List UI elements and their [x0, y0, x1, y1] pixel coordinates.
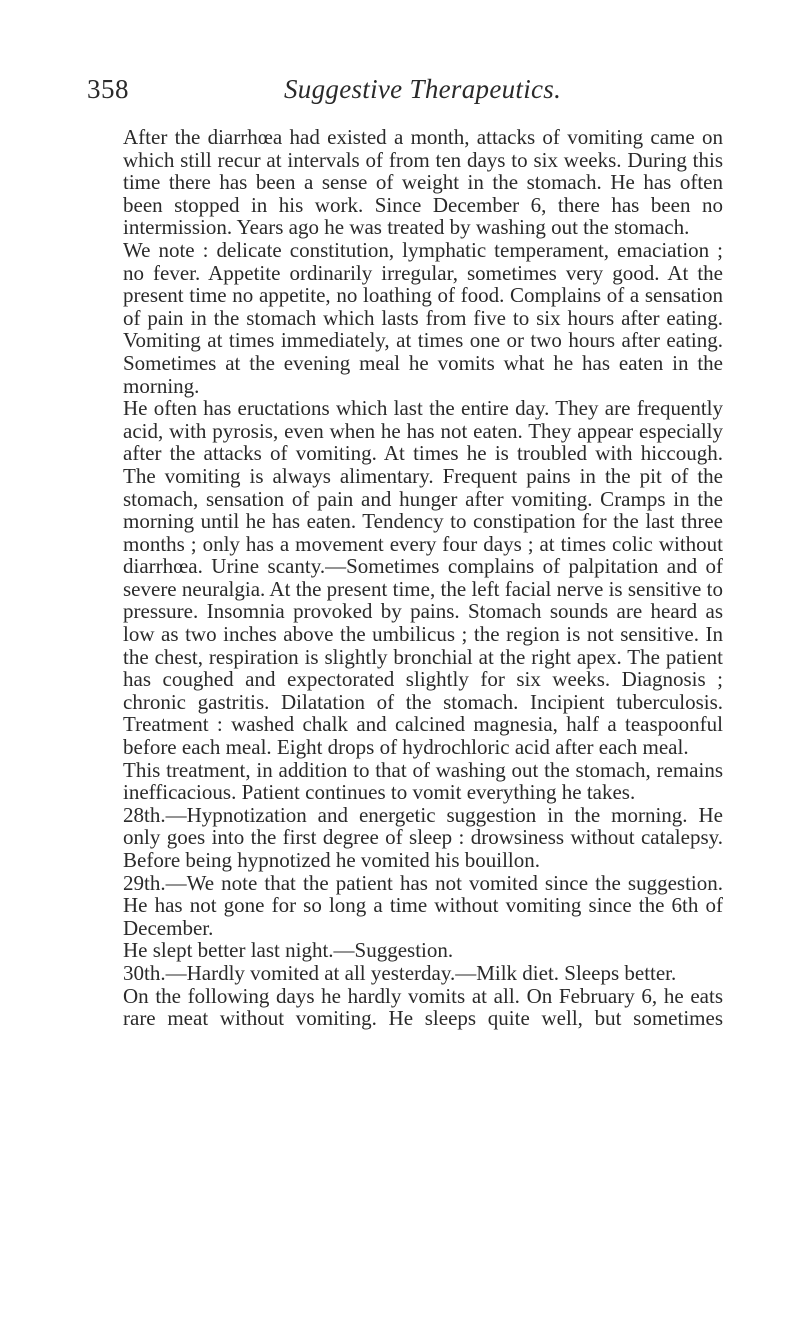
paragraph: We note : delicate constitution, lymphatic temperament, emaciation ; no fever. Appetite ordinarily irregular, sometimes very good. At the present time no appetite, no loathing of food. Complains of a sensation of pain in the stomach which lasts from five to six hours after eating. Vomiting at times immediately, at times one or two hours after eating. Sometimes at the evening meal he vomits what he has eaten in the morning. [123, 237, 723, 398]
paragraph: He often has eructations which last the entire day. They are frequently acid, with pyrosis, even when he has not eaten. They appear especially after the attacks of vomiting. At times he is troubled with hiccough. The vomiting is always alimentary. Frequent pains in the pit of the stomach, sensation of pain and hunger after vomiting. Cramps in the morning until he has eaten. Tendency to constipation for the last three months ; only has a movement every four days ; at times colic without diarrhœa. Urine scanty.—Sometimes complains of palpitation and of severe neuralgia. At the present time, the left facial nerve is sensitive to pressure. Insomnia provoked by pains. Stomach sounds are heard as low as two inches above the umbilicus ; the region is not sensitive. In the chest, respiration is slightly bronchial at the right apex. The patient has coughed and expectorated slightly for six weeks. Diagnosis ; chronic gastritis. Dilatation of the stomach. Incipient tuberculosis. Treatment : washed chalk and calcined magnesia, half a teaspoonful before each meal. Eight drops of hydrochloric acid after each meal. [123, 396, 723, 760]
paragraph: On the following days he hardly vomits at all. On February 6, he eats rare meat without vomiting. He sleeps quite well, but sometimes [123, 983, 723, 1031]
page-header [0, 74, 801, 114]
paragraph: He slept better last night.—Suggestion. [123, 938, 454, 963]
page-number: 358 [87, 74, 129, 104]
paragraph: This treatment, in addition to that of washing out the stomach, remains inefficacious. Patient continues to vomit everything he takes. [123, 757, 723, 805]
running-title: Suggestive Therapeutics. [284, 74, 562, 104]
paragraph: 30th.—Hardly vomited at all yesterday.—Milk diet. Sleeps better. [123, 960, 677, 985]
body-text [123, 126, 723, 1030]
paragraph: 28th.—Hypnotization and energetic suggestion in the morning. He only goes into the first degree of sleep : drowsiness without catalepsy. Before being hypnotized he vomited his bouillon. [123, 802, 723, 872]
paragraph: 29th.—We note that the patient has not vomited since the suggestion. He has not gone for so long a time without vomiting since the 6th of December. [123, 870, 723, 940]
paragraph: After the diarrhœa had existed a month, attacks of vomiting came on which still recur at intervals of from ten days to six weeks. During this time there has been a sense of weight in the stomach. He has often been stopped in his work. Since December 6, there has been no intermission. Years ago he was treated by washing out the stomach. [123, 125, 723, 240]
